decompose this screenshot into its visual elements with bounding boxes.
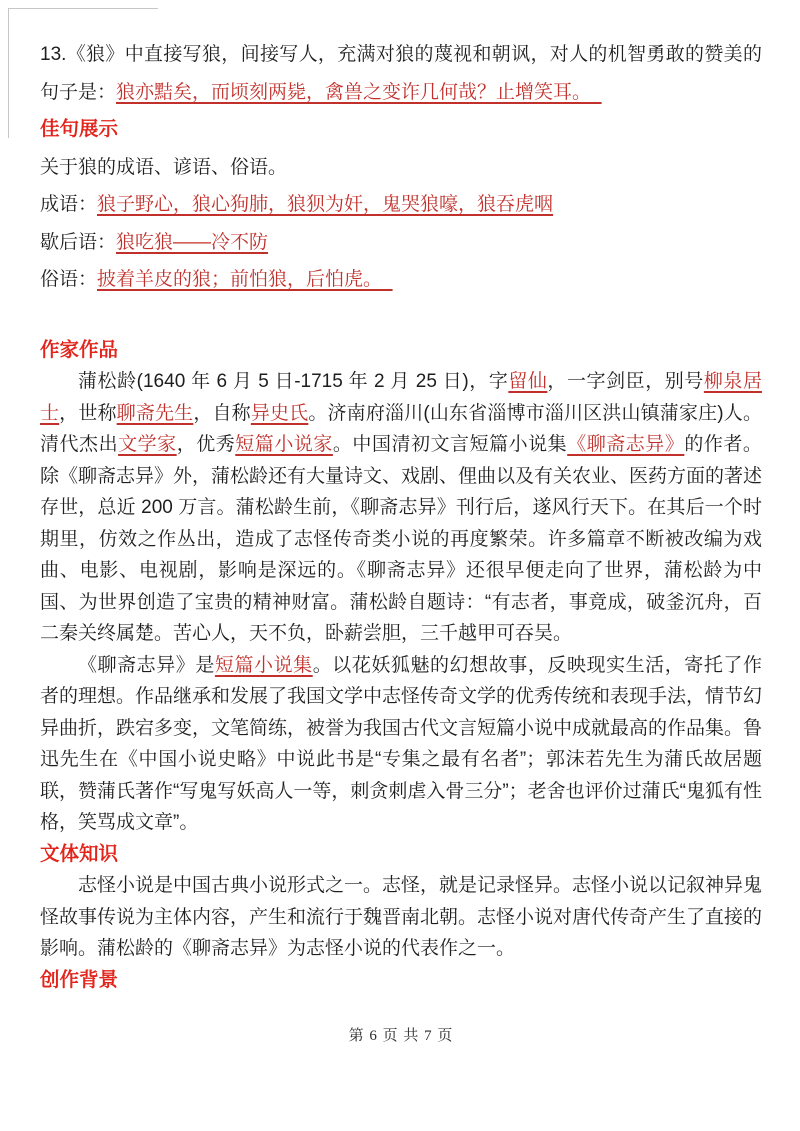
body-text: 。济南府淄川(山东省淄博市淄川区洪山镇蒲家庄)人。清代杰出: [40, 402, 762, 455]
section-heading-chuangzuo: 创作背景: [40, 968, 119, 991]
xiehouyu-label: 歇后语：: [40, 231, 117, 253]
red-underline-text: 文学家: [118, 434, 177, 455]
red-underline-text: 柳泉居士: [40, 371, 762, 424]
red-underline-text: 狼亦黠矣，而顷刻两毙，禽兽之变诈几何哉？止增笑耳。: [116, 81, 602, 103]
section-heading-wenti: 文体知识: [40, 842, 119, 865]
suyu-value: 披着羊皮的狼；前怕狼，后怕虎。: [97, 269, 393, 290]
chengyu-value: 狼子野心，狼心狗肺，狼狈为奸，鬼哭狼嚎，狼吞虎咽: [97, 194, 554, 215]
body-text: 。以花妖狐魅的幻想故事，反映现实生活，寄托了作者的理想。作品继承和发展了我国文学中志怪传奇文学的优秀传统和表现手法，情节幻异曲折，跌宕多变，文笔简练，被誉为我国古代文言短篇小说中成就最高的作品集。鲁迅先生在《中国小说史略》中说此书是“专集之最有名者”；郭沫若先生为蒲氏故居题联，赞蒲氏著作“写鬼写妖高人一等，刺贪刺虐入骨三分”；老舍也评价过蒲氏“鬼狐有性格，笑骂成文章”。: [40, 654, 763, 833]
page-number-footer: 第 6 页 共 7 页: [348, 1028, 454, 1044]
body-text: ，自称: [193, 402, 251, 424]
body-text: 《聊斋志异》是: [78, 654, 215, 676]
chengyu-label: 成语：: [40, 194, 98, 215]
question-13: [40, 36, 762, 111]
xiehouyu-value: 狼吃狼——冷不防: [116, 231, 269, 253]
body-text: 蒲松龄(1640 年 6 月 5 日-1715 年 2 月 25 日)，字: [78, 371, 509, 392]
page-corner-line-left: [8, 8, 9, 138]
red-underline-text: 短篇小说集: [214, 654, 313, 676]
body-text: 13.《狼》中直接写狼，间接写人，充满对狼的蔑视和朝讽，对人的机智勇敢的赞美的句子是：: [40, 44, 762, 103]
body-text: ，世称: [59, 402, 117, 424]
section-heading-zuojia: 作家作品: [40, 338, 119, 361]
zuojia-paragraph-2: [40, 650, 762, 839]
red-underline-text: 留仙: [508, 371, 548, 392]
red-underline-text: 《聊斋志异》: [567, 434, 685, 455]
red-underline-text: 聊斋先生: [116, 402, 194, 424]
page-corner-line-top: [8, 8, 158, 9]
chengyu-line: [40, 186, 762, 224]
suyu-line: [40, 261, 762, 299]
body-text: ，一字剑臣，别号: [547, 371, 704, 392]
wenti-paragraph: 志怪小说是中国古典小说形式之一。志怪，就是记录怪异。志怪小说以记叙神异鬼怪故事传说为主体内容，产生和流行于魏晋南北朝。志怪小说对唐代传奇产生了直接的影响。蒲松龄的《聊斋志异》为志怪小说的代表作之一。: [40, 875, 763, 959]
suyu-label: 俗语：: [40, 269, 98, 290]
body-text: ，优秀: [176, 434, 236, 455]
red-underline-text: 异史氏: [250, 402, 309, 424]
xiehouyu-line: [40, 224, 762, 262]
red-underline-text: 短篇小说家: [235, 434, 333, 455]
body-text: 。中国清初文言短篇小说集: [332, 434, 568, 455]
jiaju-intro: 关于狼的成语、谚语、俗语。: [40, 156, 288, 178]
body-text: 的作者。除《聊斋志异》外，蒲松龄还有大量诗文、戏剧、俚曲以及有关农业、医药方面的著述存世，总近 200 万言。蒲松龄生前，《聊斋志异》刊行后，遂风行天下。在其后一个时期里，仿效之作丛出，造成了志怪传奇类小说的再度繁荣。许多篇章不断被改编为戏曲、电影、电视剧，影响是深远的。《聊斋志异》还很早便走向了世界，蒲松龄为中国、为世界创造了宝贵的精神财富。蒲松龄自题诗：“有志者，事竟成，破釜沉舟，百二秦关终属楚。苦心人，天不负，卧薪尝胆，三千越甲可吞吴。: [40, 434, 763, 644]
zuojia-paragraph-1: [40, 366, 762, 650]
section-heading-jiaju: 佳句展示: [40, 118, 119, 140]
